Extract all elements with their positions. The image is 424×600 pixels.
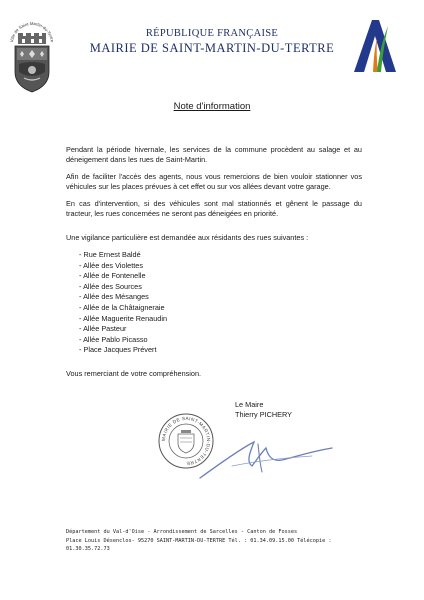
svg-text:MAIRIE DE SAINT-MARTIN-DU-TERT: MAIRIE DE SAINT-MARTIN-DU-TERTRE xyxy=(160,415,212,467)
footer-line-3: 01.30.35.72.73 xyxy=(66,546,110,553)
signatory-name: Thierry PICHERY xyxy=(235,409,293,419)
document-title: Note d'information xyxy=(173,101,251,112)
handwritten-signature xyxy=(192,422,342,484)
svg-text:Ville de Saint-Martin-du-Tertr: Ville de Saint-Martin-du-Tertre xyxy=(9,20,55,43)
paragraph-1: Pendant la période hivernale, les services de la commune procèdent au salage et au déneigement dans les rues de Saint-Martin. xyxy=(66,145,362,164)
list-item: - Allée de Fontenelle xyxy=(79,271,167,282)
list-item: - Allée des Sources xyxy=(79,282,167,293)
street-list xyxy=(79,250,167,356)
header-republique: RÉPUBLIQUE FRANÇAISE xyxy=(145,28,279,39)
list-item: - Allée des Violettes xyxy=(79,261,167,272)
list-item: - Allée Pasteur xyxy=(79,324,167,335)
footer-line-2: Place Louis Désenclos- 95270 SAINT-MARTIN-DU-TERTRE Tél. : 01.34.09.15.00 Télécopie : xyxy=(66,537,332,544)
list-item: - Place Jacques Prévert xyxy=(79,345,167,356)
footer-address xyxy=(66,528,396,554)
paragraph-3: En cas d'intervention, si des véhicules sont mal stationnés et gênent le passage du tracteur, les rues concernées ne seront pas déneigées en priorité. xyxy=(66,199,362,218)
paragraph-2: Afin de faciliter l'accès des agents, nous vous remercions de bien vouloir stationner vos véhicules sur les places prévues à cet effet ou sur vos allées devant votre garage. xyxy=(66,172,362,191)
signatory-block xyxy=(235,400,292,419)
footer-line-1: Département du Val-d'Oise - Arrondissement de Sarcelles - Canton de Fosses xyxy=(66,529,298,535)
list-item: - Allée Pablo Picasso xyxy=(79,335,167,346)
header-mairie-name: MAIRIE DE SAINT-MARTIN-DU-TERTRE xyxy=(89,41,335,55)
list-item: - Allée de la Châtaigneraie xyxy=(79,303,167,314)
list-item: - Rue Ernest Baldé xyxy=(79,250,167,261)
list-item: - Allée des Mésanges xyxy=(79,292,167,303)
paragraph-4: Une vigilance particulière est demandée aux résidants des rues suivantes : xyxy=(66,233,309,242)
town-logo xyxy=(350,16,398,74)
closing-sentence: Vous remerciant de votre compréhension. xyxy=(66,369,202,378)
signatory-role: Le Maire xyxy=(235,400,264,409)
list-item: - Allée Maguerite Renaudin xyxy=(79,314,167,325)
